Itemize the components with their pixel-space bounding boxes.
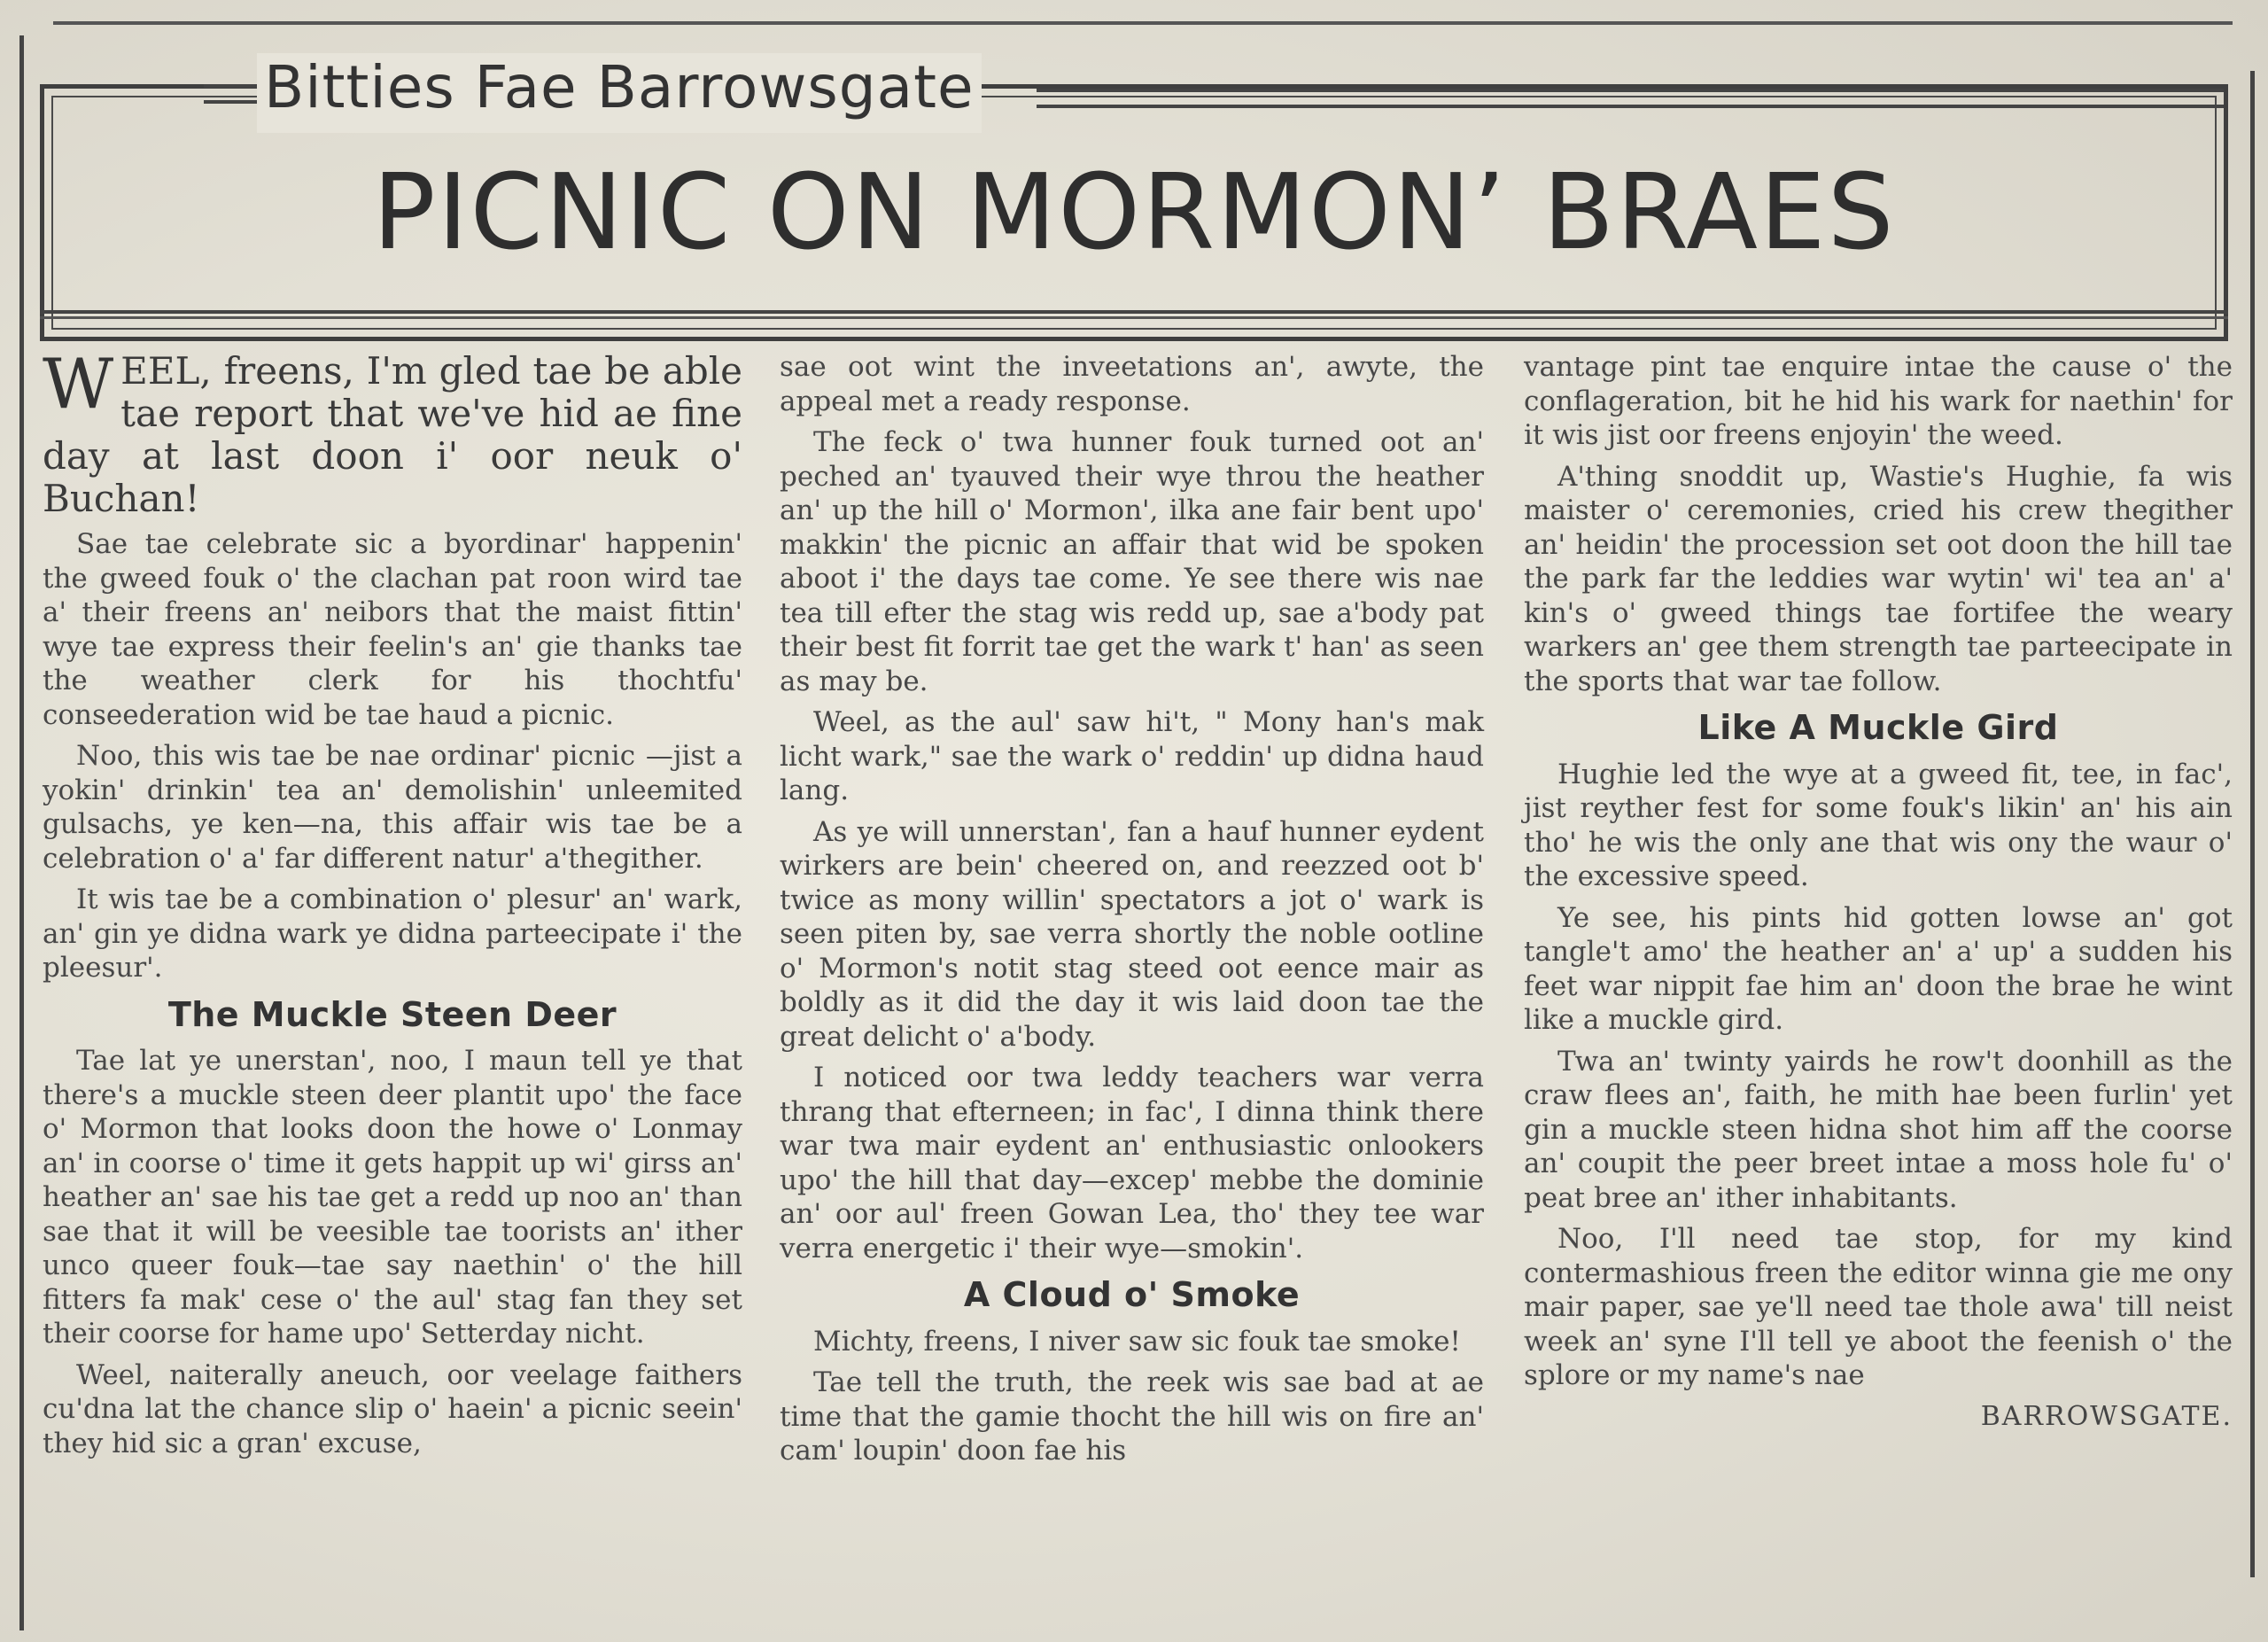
subheading: Like A Muckle Gird	[1697, 708, 2059, 747]
paragraph: Weel, naiterally aneuch, oor veelage faithers cu'dna lat the chance slip o' haein' a picnic seein' they hid sic a gran' excuse,	[43, 1358, 742, 1459]
lead-paragraph	[43, 345, 742, 520]
author-signature: BARROWSGATE.	[1980, 1400, 2233, 1432]
paragraph: Tae lat ye unerstan', noo, I maun tell ye that there's a muckle steen deer plantit upo' the face o' Mormon that looks doon the howe o' Lonmay an' in coorse o' time it gets happit up wi' girss an' heather an' sae his tae get a redd up noo an' than sae that it will be veesible tae toorists an' ither unco queer fouk—tae say naethin' o' the hill fitters fa mak' cese o' the aul' stag fan they set their coorse for hame upo' Setterday nicht.	[43, 1045, 742, 1350]
paragraph: sae oot wint the inveetations an', awyte, the appeal met a ready response.	[780, 351, 1484, 417]
kicker-rule-right	[1037, 89, 2224, 108]
paragraph: Twa an' twinty yairds he row't doonhill as the craw flees an', faith, he mith hae been furlin' yet gin a muckle steen hidna shot him aff the coorse an' coupit the peer breet intae a moss hole fu' o' peat bree an' ither inhabitants.	[1524, 1045, 2233, 1214]
top-rule	[53, 21, 2233, 25]
headline: PICNIC ON MORMON’ BRAES	[372, 151, 1896, 273]
paragraph: Tae tell the truth, the reek wis sae bad at ae time that the gamie thocht the hill wis on fire an' cam' loupin' doon fae his	[780, 1366, 1484, 1467]
paragraph: Ye see, his pints hid gotten lowse an' got tangle't amo' the heather an' a' up' a sudden his feet war nippit fae him an' doon the brae he wint like a muckle gird.	[1524, 901, 2233, 1036]
paragraph: I noticed oor twa leddy teachers war verra thrang that efterneen; in fac', I dinna think there war twa mair eydent an' enthusiastic onlookers upo' the hill that day—excep' mebbe the dominie an' oor aul' freen Gowan Lea, tho' they tee war verra energetic i' their wye—smokin'.	[780, 1062, 1484, 1265]
paragraph: Sae tae celebrate sic a byordinar' happenin' the gweed fouk o' the clachan pat roon wird tae a' their freens an' neibors that the maist fittin' wye tae express their feelin's an' gie thanks tae the weather clerk for his thochtfu' conseederation wid be tae haud a picnic.	[43, 528, 742, 731]
paragraph: It wis tae be a combination o' plesur' an' wark, an' gin ye didna wark ye didna parteecipate i' the pleesur'.	[43, 883, 742, 984]
left-border-rule	[19, 35, 24, 1630]
drop-cap: W	[43, 345, 114, 424]
subheading: The Muckle Steen Deer	[167, 994, 617, 1034]
paragraph: As ye will unnerstan', fan a hauf hunner eydent wirkers are bein' cheered on, and reezzed oot b' twice as mony willin' spectators a jot o' wark is seen piten by, sae verra shortly the noble ootline o' Mormon's notit stag steed oot eence mair as boldly as it did the day it wis laid doon tae the great delicht o' a'body.	[780, 815, 1484, 1053]
paragraph: vantage pint tae enquire intae the cause o' the conflageration, bit he hid his wark for naethin' for it wis jist oor freens enjoyin' the weed.	[1524, 351, 2233, 451]
column-2	[780, 350, 1484, 1475]
paragraph: Noo, I'll need tae stop, for my kind contermashious freen the editor winna gie me ony mair paper, sae ye'll need tae thole awa' till neist week an' syne I'll tell ye aboot the feenish o' the splore or my name's nae	[1524, 1223, 2233, 1391]
column-1	[43, 345, 742, 1467]
column-3	[1524, 350, 2233, 1434]
column-kicker: Bitties Fae Barrowsgate	[257, 53, 982, 133]
paragraph: Noo, this wis tae be nae ordinar' picnic —jist a yokin' drinkin' tea an' demolishin' unleemited gulsachs, ye ken—na, this affair wis tae be a celebration o' a' far different natur' a'thegither.	[43, 740, 742, 875]
paragraph: A'thing snoddit up, Wastie's Hughie, fa wis maister o' ceremonies, cried his crew thegither an' heidin' the procession set oot doon the hill tae the park far the leddies war wytin' wi' tea an' a' kin's o' gweed things tae fortifee the weary warkers an' gee them strength tae parteecipate in the sports that war tae follow.	[1524, 460, 2233, 697]
paragraph: Weel, as the aul' saw hi't, " Mony han's mak licht wark," sae the wark o' reddin' up didna haud lang.	[780, 706, 1484, 806]
subheading: A Cloud o' Smoke	[963, 1275, 1301, 1314]
paragraph: Michty, freens, I niver saw sic fouk tae smoke!	[813, 1325, 1461, 1358]
paragraph: Hughie led the wye at a gweed fit, tee, in fac', jist reyther fest for some fouk's likin' an' his ain tho' he wis the only ane that wis ony the waur o' the excessive speed.	[1524, 758, 2233, 892]
header-bottom-rule	[40, 310, 2228, 319]
lead-text: EEL, freens, I'm gled tae be able tae report that we've hid ae fine day at last doon i' oor neuk o' Buchan!	[43, 349, 742, 520]
paragraph: The feck o' twa hunner fouk turned oot an' peched an' tyauved their wye throu the heather an' up the hill o' Mormon', ilka ane fair bent upo' makkin' the picnic an affair that wid be spoken aboot i' the days tae come. Ye see there wis nae tea till efter the stag wis redd up, sae a'body pat their best fit forrit tae get the wark t' han' as seen as may be.	[780, 426, 1484, 697]
right-border-rule	[2250, 71, 2255, 1577]
